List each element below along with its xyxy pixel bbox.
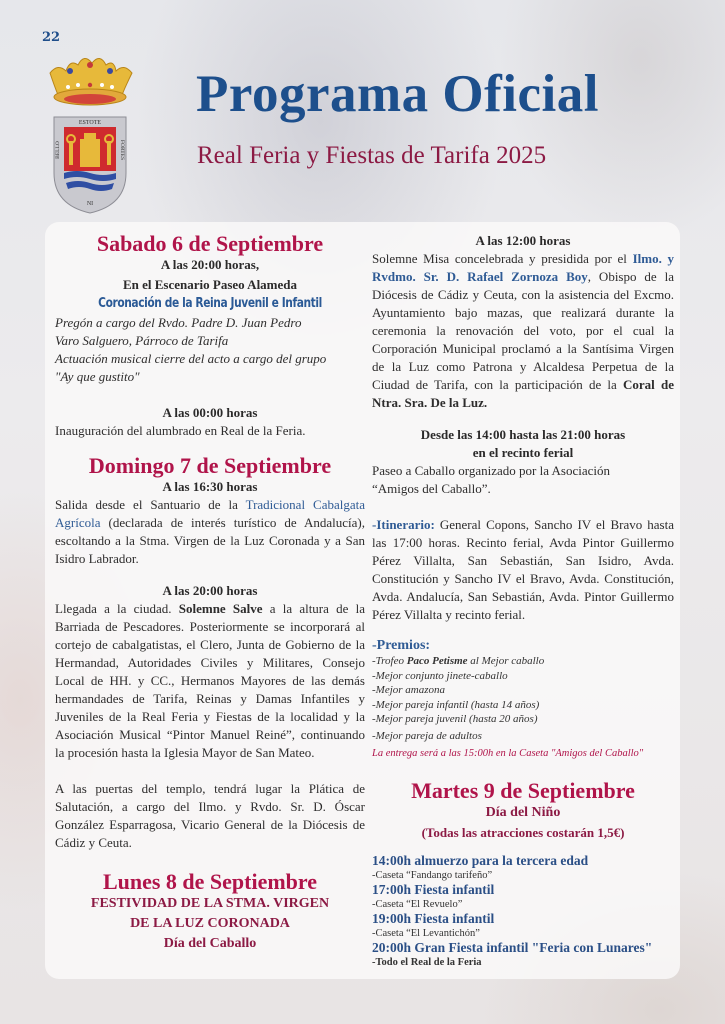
text-segment: -Trofeo [372, 655, 407, 667]
event-text [55, 600, 365, 762]
bold-text: Solemne Salve [178, 601, 263, 616]
page-title: Programa Oficial [196, 65, 599, 123]
day-heading: Martes 9 de Septiembre [411, 778, 635, 803]
page-subtitle: Real Feria y Fiestas de Tarifa 2025 [197, 142, 547, 169]
event-text: Inauguración del alumbrado en Real de la Feria. [55, 423, 306, 438]
text-segment: General Copons, Sancho IV el Bravo hasta las 17:00 horas. Recinto ferial, Avda Pintor Guillermo Pérez Villalta, San Sebastián, San Isidro, Avda. Constitución y Sancho IV el Bravo, Avda. Constitución, Avda. Andalucía, San Sebastián, Avda. Pintor Guillermo Pérez Villalta y recinto ferial. [372, 517, 674, 622]
event-line: Pregón a cargo del Rvdo. Padre D. Juan Pedro [55, 315, 302, 330]
location-heading: En el Escenario Paseo Alameda [122, 277, 298, 292]
festivity-line: DE LA LUZ CORONADA [130, 916, 290, 931]
event-title: Coronación de la Reina Juvenil e Infantil [98, 296, 322, 311]
right-column [372, 222, 674, 969]
highlight-link-text: Tradicional Cabalgata Agrícola [55, 497, 366, 530]
schedule-item [372, 940, 674, 969]
prize-item [372, 654, 674, 669]
page-number: 22 [42, 30, 61, 45]
prize-item: -Mejor amazona [372, 684, 446, 696]
program-panel [45, 222, 680, 979]
prize-item: -Mejor conjunto jinete-caballo [372, 669, 508, 682]
left-column [55, 222, 365, 954]
time-heading: A las 20:00 horas, [160, 257, 260, 272]
text-segment: Llegada a la ciudad. [55, 601, 179, 616]
svg-text:NI: NI [86, 201, 94, 207]
prizes-label: -Premios: [372, 638, 431, 653]
schedule-place: -Todo el Real de la Feria [372, 957, 482, 968]
day-sabado [55, 232, 365, 440]
event-line: Paseo a Caballo organizado por la Asociación [372, 463, 611, 478]
svg-text:FORTES: FORTES [119, 139, 125, 161]
day-heading: Domingo 7 de Septiembre [88, 453, 332, 478]
text-segment: Salida desde el Santuario de la [55, 497, 246, 512]
event-line: Varo Salguero, Párroco de Tarifa [55, 333, 229, 348]
day-heading: Lunes 8 de Septiembre [102, 869, 318, 894]
price-note: (Todas las atracciones costarán 1,5€) [421, 825, 625, 840]
event-line: "Ay que gustito" [55, 369, 140, 384]
tarifa-coat-of-arms-logo [40, 55, 140, 215]
bishop-name: Ilmo. y Rvdmo. Sr. D. Rafael Zornoza Boy [372, 251, 675, 284]
time-heading: Desde las 14:00 hasta las 21:00 horas [420, 427, 626, 442]
prize-delivery-note: La entrega será a las 15:00h en la Caseta "Amigos del Caballo" [372, 748, 644, 759]
itinerary-label: -Itinerario: [372, 517, 435, 532]
day-lunes-events [372, 232, 674, 761]
prize-item: -Mejor pareja juvenil (hasta 20 años) [372, 713, 538, 725]
schedule-place: -Caseta “El Revuelo” [372, 899, 463, 910]
bold-text: Coral de Ntra. Sra. De la Luz. [372, 377, 674, 410]
time-heading: A las 00:00 horas [162, 405, 258, 420]
day-domingo [55, 454, 365, 852]
schedule-place: -Caseta “El Levantichón” [372, 928, 480, 939]
event-line: Actuación musical cierre del acto a cargo del grupo [55, 351, 327, 366]
itinerary-text [372, 516, 674, 624]
schedule-time: 17:00h Fiesta infantil [372, 882, 495, 897]
text-segment: a la altura de la Barriada de Pescadores. Posteriormente se incorporará al cortejo de cabalgatistas, el Clero, Junta de Gobierno de la Hermandad, Autoridades Civiles y Militares, Consejo Local de HH. y CC., Hermanos Mayores de las demás hermandades de Tarifa, Reinas y Damas Infantiles y Juveniles de la Real Feria y Fiestas de la localidad y la Asociación Musical “Pintor Manuel Reiné”, continuando la procesión hasta la Iglesia Mayor de San Mateo. [55, 601, 365, 760]
schedule-time: 14:00h almuerzo para la tercera edad [372, 853, 589, 868]
day-subtitle: Día del Niño [485, 805, 561, 820]
bold-text: Paco Petisme [406, 655, 468, 667]
day-subtitle: Día del Caballo [163, 936, 257, 951]
day-lunes-header [55, 870, 365, 954]
schedule-time: 20:00h Gran Fiesta infantil "Feria con Lunares" [372, 940, 653, 955]
festivity-line: FESTIVIDAD DE LA STMA. VIRGEN [90, 896, 330, 911]
text-segment: , Obispo de la Diócesis de Cádiz y Ceuta, con la asistencia del Excmo. Ayuntamiento bajo mazas, que realizará durante la ceremonia la renovación del voto, por el cual la Corporación Municipal proclamó a la Santísima Virgen de la Luz como Patrona y Alcaldesa Perpetua de la Ciudad de Tarifa, con la participación de la [372, 269, 674, 392]
day-martes [372, 779, 674, 969]
svg-text:ESTOTE: ESTOTE [78, 120, 102, 126]
schedule-place: -Caseta “Fandango tarifeño” [372, 870, 493, 881]
event-text [372, 250, 674, 412]
shield-icon [54, 117, 126, 213]
prize-item: -Mejor pareja de adultos [372, 729, 482, 742]
svg-text:BELLO: BELLO [55, 141, 61, 159]
time-heading: A las 20:00 horas [162, 583, 258, 598]
schedule-item [372, 853, 674, 882]
schedule-item [372, 882, 674, 911]
prize-item: -Mejor pareja infantil (hasta 14 años) [372, 698, 540, 711]
text-segment: al Mejor caballo [467, 655, 545, 667]
text-segment: Solemne Misa concelebrada y presidida por el [372, 251, 633, 266]
event-text [55, 496, 365, 568]
crown-icon [50, 58, 132, 105]
schedule-item [372, 911, 674, 940]
schedule-time: 19:00h Fiesta infantil [372, 911, 495, 926]
time-heading: A las 12:00 horas [475, 233, 571, 248]
day-heading: Sabado 6 de Septiembre [96, 231, 324, 256]
event-text: A las puertas del templo, tendrá lugar la Plática de Salutación, a cargo del Ilmo. y Rvdo. Sr. D. Óscar González Esparragosa, Vicario General de la Diócesis de Cádiz y Ceuta. [55, 781, 365, 850]
text-segment: (declarada de interés turístico de Andalucía), escoltando a la Stma. Virgen de la Luz Coronada y a San Isidro Labrador. [55, 515, 365, 566]
time-heading: en el recinto ferial [472, 445, 574, 460]
time-heading: A las 16:30 horas [162, 479, 258, 494]
event-line: “Amigos del Caballo”. [372, 481, 491, 496]
